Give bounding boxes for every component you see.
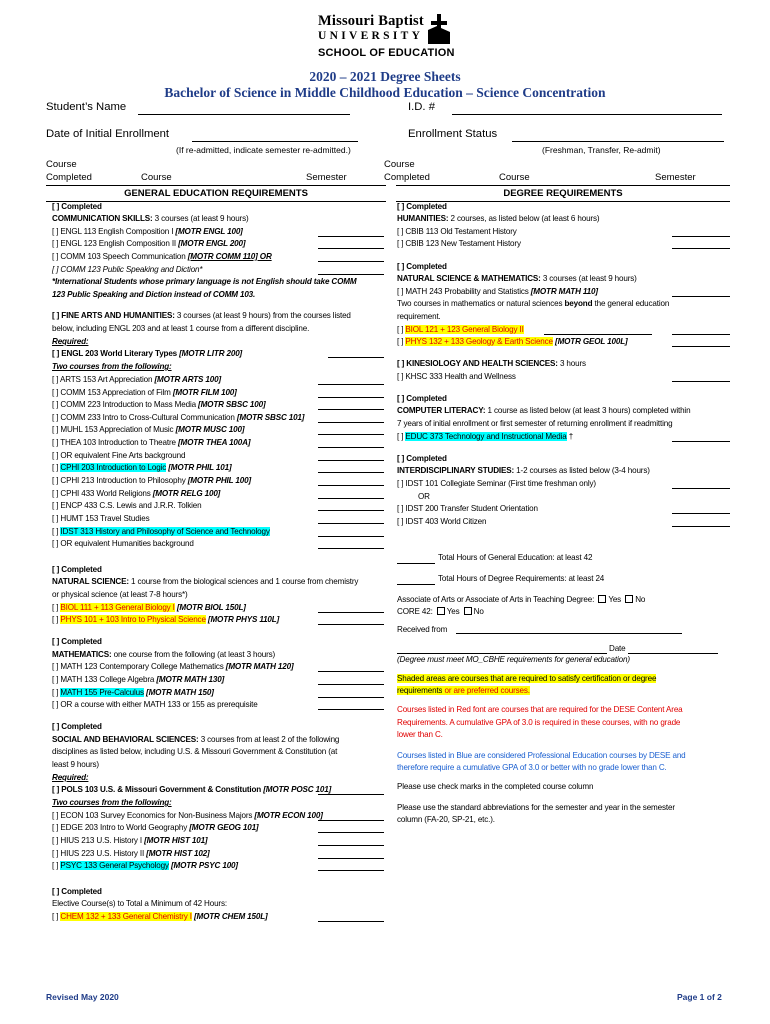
engl123-row[interactable]: [ ] ENGL 123 English Composition II [MOTR ENGL 200] xyxy=(52,239,246,248)
engl113-row[interactable]: [ ] ENGL 113 English Composition I [MOTR ENGL 100] xyxy=(52,227,243,236)
semester-line[interactable] xyxy=(328,357,384,358)
assoc-no-checkbox[interactable] xyxy=(625,595,633,603)
enrollment-date-field[interactable] xyxy=(192,141,358,142)
ss-heading: SOCIAL AND BEHAVIORAL SCIENCES: 3 courses from at least 2 of the following xyxy=(52,735,340,744)
comm103-row[interactable]: [ ] COMM 103 Speech Communication [MOTR COMM 110] OR xyxy=(52,252,272,261)
gen-ed-hours-line[interactable] xyxy=(397,563,435,564)
semester-line[interactable] xyxy=(318,274,384,275)
col-semester: Semester xyxy=(306,172,347,183)
abbr-note-2: column (FA-20, SP-21, etc.). xyxy=(397,815,495,824)
khsc333-row[interactable]: [ ] KHSC 333 Health and Wellness xyxy=(397,372,516,381)
math123-row[interactable]: [ ] MATH 123 Contemporary College Mathematics [MOTR MATH 120] xyxy=(52,662,294,671)
university-logo xyxy=(318,14,460,66)
semester-line[interactable] xyxy=(318,870,384,871)
cl-desc: 7 years of initial enrollment or first semester of returning enrollment if readmitting xyxy=(397,419,673,428)
idst101-row[interactable]: [ ] IDST 101 Collegiate Seminar (First time freshman only) xyxy=(397,479,596,488)
semester-line[interactable] xyxy=(318,697,384,698)
gen-ed-title: GENERAL EDUCATION REQUIREMENTS xyxy=(46,185,386,202)
is-or: OR xyxy=(418,492,430,501)
semester-line[interactable] xyxy=(318,498,384,499)
col-course-name: Course xyxy=(141,172,172,183)
shaded-note-2: requirements or are preferred courses. xyxy=(397,686,530,695)
semester-line[interactable] xyxy=(318,460,384,461)
semester-line[interactable] xyxy=(672,488,730,489)
math-heading: MATHEMATICS: one course from the following (at least 3 hours) xyxy=(52,650,276,659)
total-degree: Total Hours of Degree Requirements: at least 24 xyxy=(438,574,605,583)
col-semester-r: Semester xyxy=(655,172,696,183)
revised-date: Revised May 2020 xyxy=(46,992,119,1002)
biol121-row[interactable]: [ ] BIOL 121 + 123 General Biology II xyxy=(397,325,524,334)
fa-heading: [ ] FINE ARTS AND HUMANITIES: 3 courses (at least 9 hours) from the courses listed xyxy=(52,311,351,320)
page-number: Page 1 of 2 xyxy=(677,992,722,1002)
abbr-note-1: Please use the standard abbreviations for the semester and year in the semester xyxy=(397,803,675,812)
check-note: Please use check marks in the completed course column xyxy=(397,782,594,791)
col-course: Course xyxy=(46,159,77,170)
fa-required: Required: xyxy=(52,337,89,346)
comm-heading: COMMUNICATION SKILLS: 3 courses (at least 9 hours) xyxy=(52,214,249,223)
semester-line[interactable] xyxy=(318,671,384,672)
semester-line[interactable] xyxy=(318,397,384,398)
cl-heading: COMPUTER LITERACY: 1 course as listed below (at least 3 hours) completed within xyxy=(397,406,691,415)
semester-line[interactable] xyxy=(672,346,730,347)
nsm-completed[interactable]: [ ] Completed xyxy=(397,262,447,271)
hius223-row[interactable]: [ ] HIUS 223 U.S. History II [MOTR HIST 102] xyxy=(52,849,210,858)
phys101-row[interactable]: [ ] PHYS 101 + 103 Intro to Physical Science [MOTR PHYS 110L] xyxy=(52,615,280,624)
col-completed: Completed xyxy=(46,172,92,183)
cphi203-row[interactable]: [ ] CPHI 203 Introduction to Logic [MOTR PHIL 101] xyxy=(52,463,232,472)
red-note-2: Requirements. A cumulative GPA of 3.0 is required in these courses, with no grade xyxy=(397,718,681,727)
math155-row[interactable]: [ ] MATH 155 Pre-Calculus [MOTR MATH 150] xyxy=(52,688,214,697)
core42-row: CORE 42: Yes No xyxy=(397,607,484,616)
chem132-row[interactable]: [ ] CHEM 132 + 133 General Chemistry I [MOTR CHEM 150L] xyxy=(52,912,268,921)
assoc-yes-checkbox[interactable] xyxy=(598,595,606,603)
arts153-row[interactable]: [ ] ARTS 153 Art Appreciation [MOTR ARTS 100] xyxy=(52,375,221,384)
semester-line[interactable] xyxy=(318,832,384,833)
cphi213-row[interactable]: [ ] CPHI 213 Introduction to Philosophy [MOTR PHIL 100] xyxy=(52,476,251,485)
hum-heading: HUMANITIES: 2 courses, as listed below (at least 6 hours) xyxy=(397,214,600,223)
logo-name: Missouri Baptist xyxy=(318,13,424,29)
hum-completed[interactable]: [ ] Completed xyxy=(397,202,447,211)
hius213-row[interactable]: [ ] HIUS 213 U.S. History I [MOTR HIST 101] xyxy=(52,836,208,845)
semester-line[interactable] xyxy=(318,536,384,537)
col-course-name-r: Course xyxy=(499,172,530,183)
edge203-row[interactable]: [ ] EDGE 203 Intro to World Geography [MOTR GEOG 101] xyxy=(52,823,259,832)
semester-line[interactable] xyxy=(318,921,384,922)
semester-line[interactable] xyxy=(318,409,384,410)
comm233-row[interactable]: [ ] COMM 233 Intro to Cross-Cultural Communication [MOTR SBSC 101] xyxy=(52,413,305,422)
student-name-label: Student’s Name xyxy=(46,101,127,113)
ss-two-courses: Two courses from the following: xyxy=(52,798,172,807)
degree-req-title: DEGREE REQUIREMENTS xyxy=(396,185,730,202)
biol111-row[interactable]: [ ] BIOL 111 + 113 General Biology I [MOTR BIOL 150L] xyxy=(52,603,246,612)
kin-heading: [ ] KINESIOLOGY AND HEALTH SCIENCES: 3 hours xyxy=(397,359,586,368)
semester-line[interactable] xyxy=(672,334,730,335)
date-label: Date xyxy=(609,644,626,653)
received-from-label: Received from xyxy=(397,625,448,634)
red-note-3: lower than C. xyxy=(397,730,443,739)
econ103-row[interactable]: [ ] ECON 103 Survey Economics for Non-Business Majors [MOTR ECON 100] xyxy=(52,811,323,820)
semester-line[interactable] xyxy=(672,236,730,237)
semester-line[interactable] xyxy=(318,523,384,524)
semester-line[interactable] xyxy=(318,434,384,435)
semester-line[interactable] xyxy=(318,472,384,473)
semester-line[interactable] xyxy=(318,794,384,795)
encp433-row[interactable]: [ ] ENCP 433 C.S. Lewis and J.R.R. Tolkien xyxy=(52,501,202,510)
red-note-1: Courses listed in Red font are courses that are required for the DESE Content Area xyxy=(397,705,683,714)
semester-line[interactable] xyxy=(672,248,730,249)
semester-line[interactable] xyxy=(318,485,384,486)
semester-line[interactable] xyxy=(318,612,384,613)
semester-line[interactable] xyxy=(318,684,384,685)
educ373-row[interactable]: [ ] EDUC 373 Technology and Instructional Media † xyxy=(397,432,574,441)
ns-heading: NATURAL SCIENCE: 1 course from the biological sciences and 1 course from chemistry xyxy=(52,577,359,586)
muhl153-row[interactable]: [ ] MUHL 153 Appreciation of Music [MOTR MUSC 100] xyxy=(52,425,245,434)
semester-line[interactable] xyxy=(318,820,384,821)
elective-desc: Elective Course(s) to Total a Minimum of 42 Hours: xyxy=(52,899,227,908)
page-subtitle: Bachelor of Science in Middle Childhood Education – Science Concentration xyxy=(164,85,606,100)
idst403-row[interactable]: [ ] IDST 403 World Citizen xyxy=(397,517,487,526)
student-name-field[interactable] xyxy=(138,114,350,115)
ns-desc: or physical science (at least 7-8 hours*) xyxy=(52,590,188,599)
id-label: I.D. # xyxy=(408,101,435,113)
idst313-row[interactable]: [ ] IDST 313 History and Philosophy of Science and Technology xyxy=(52,527,270,536)
degree-note: (Degree must meet MO_CBHE requirements for general education) xyxy=(397,655,630,664)
phys132-row[interactable]: [ ] PHYS 132 + 133 Geology & Earth Science [MOTR GEOL 100L] xyxy=(397,337,628,346)
math243-row[interactable]: [ ] MATH 243 Probability and Statistics [MOTR MATH 110] xyxy=(397,287,598,296)
id-field[interactable] xyxy=(452,114,722,115)
semester-line[interactable] xyxy=(672,526,730,527)
semester-line[interactable] xyxy=(318,261,384,262)
humt153-row[interactable]: [ ] HUMT 153 Travel Studies xyxy=(52,514,150,523)
semester-line[interactable] xyxy=(672,513,730,514)
semester-line[interactable] xyxy=(318,709,384,710)
blue-note-2: therefore require a cumulative GPA of 3.0 or better with no grade lower than C. xyxy=(397,763,667,772)
idst200-row[interactable]: [ ] IDST 200 Transfer Student Orientation xyxy=(397,504,538,513)
col-course-r: Course xyxy=(384,159,415,170)
fa-two-courses: Two courses from the following: xyxy=(52,362,172,371)
readmit-note: (If re-admitted, indicate semester re-admitted.) xyxy=(176,145,351,155)
is-completed[interactable]: [ ] Completed xyxy=(397,454,447,463)
assoc-row: Associate of Arts or Associate of Arts in Teaching Degree: Yes No xyxy=(397,595,646,604)
semester-line[interactable] xyxy=(318,422,384,423)
shaded-note-1: Shaded areas are courses that are required to satisfy certification or degree xyxy=(397,674,657,683)
elective-completed[interactable]: [ ] Completed xyxy=(52,887,102,896)
semester-line[interactable] xyxy=(672,441,730,442)
logo-university: UNIVERSITY xyxy=(318,29,424,42)
thea103-row[interactable]: [ ] THEA 103 Introduction to Theatre [MOTR THEA 100A] xyxy=(52,438,251,447)
math133-row[interactable]: [ ] MATH 133 College Algebra [MOTR MATH 130] xyxy=(52,675,225,684)
semester-line[interactable] xyxy=(318,624,384,625)
ss-desc2: least 9 hours) xyxy=(52,760,99,769)
ss-required: Required: xyxy=(52,773,89,782)
cphi433-row[interactable]: [ ] CPHI 433 World Religions [MOTR RELG 100] xyxy=(52,489,221,498)
cross-tower-icon xyxy=(428,14,450,44)
semester-line[interactable] xyxy=(318,447,384,448)
comm123-row[interactable]: [ ] COMM 123 Public Speaking and Diction* xyxy=(52,265,203,274)
intl-note-line2: 123 Public Speaking and Diction instead of COMM 103. xyxy=(52,290,256,299)
nsm-desc2: requirement. xyxy=(397,312,441,321)
semester-line[interactable] xyxy=(318,845,384,846)
course-line[interactable] xyxy=(544,334,652,335)
received-from-field[interactable] xyxy=(456,633,682,634)
intl-note-line1: *International Students whose primary language is not English should take COMM xyxy=(52,277,357,286)
engl203-row[interactable]: [ ] ENGL 203 World Literary Types [MOTR LITR 200] xyxy=(52,349,243,358)
semester-line[interactable] xyxy=(672,296,730,297)
col-completed-r: Completed xyxy=(384,172,430,183)
status-note: (Freshman, Transfer, Re-admit) xyxy=(542,145,661,155)
cl-completed[interactable]: [ ] Completed xyxy=(397,394,447,403)
is-heading: INTERDISCIPLINARY STUDIES: 1-2 courses as listed below (3-4 hours) xyxy=(397,466,650,475)
fa-desc: below, including ENGL 203 and at least 1 course from a different discipline. xyxy=(52,324,310,333)
blue-note-1: Courses listed in Blue are considered Professional Education courses by DESE and xyxy=(397,751,686,760)
comm153-row[interactable]: [ ] COMM 153 Appreciation of Film [MOTR FILM 100] xyxy=(52,388,237,397)
page-title: 2020 – 2021 Degree Sheets xyxy=(309,69,461,84)
semester-line[interactable] xyxy=(318,236,384,237)
ns-completed[interactable]: [ ] Completed xyxy=(52,565,102,574)
core42-no-checkbox[interactable] xyxy=(464,607,472,615)
enrollment-date-label: Date of Initial Enrollment xyxy=(46,128,170,140)
logo-school: SCHOOL OF EDUCATION xyxy=(318,47,455,59)
enrollment-status-field[interactable] xyxy=(512,141,724,142)
math-completed[interactable]: [ ] Completed xyxy=(52,637,102,646)
enrollment-status-label: Enrollment Status xyxy=(408,128,498,140)
semester-line[interactable] xyxy=(672,381,730,382)
nsm-desc: Two courses in mathematics or natural sciences beyond the general education xyxy=(397,299,670,308)
nsm-heading: NATURAL SCIENCE & MATHEMATICS: 3 courses (at least 9 hours) xyxy=(397,274,637,283)
date-field[interactable] xyxy=(628,653,718,654)
math-or-row[interactable]: [ ] OR a course with either MATH 133 or 155 as prerequisite xyxy=(52,700,258,709)
core42-yes-checkbox[interactable] xyxy=(437,607,445,615)
fa-equiv-row[interactable]: [ ] OR equivalent Fine Arts background xyxy=(52,451,186,460)
total-gen-ed: Total Hours of General Education: at least 42 xyxy=(438,553,593,562)
cbib123-row[interactable]: [ ] CBIB 123 New Testament History xyxy=(397,239,521,248)
hum-equiv-row[interactable]: [ ] OR equivalent Humanities background xyxy=(52,539,194,548)
semester-line[interactable] xyxy=(318,858,384,859)
semester-line[interactable] xyxy=(318,510,384,511)
pols103-row[interactable]: [ ] POLS 103 U.S. & Missouri Government & Constitution [MOTR POSC 101] xyxy=(52,785,332,794)
semester-line[interactable] xyxy=(318,248,384,249)
semester-line[interactable] xyxy=(318,548,384,549)
comm223-row[interactable]: [ ] COMM 223 Introduction to Mass Media [MOTR SBSC 100] xyxy=(52,400,266,409)
ss-completed[interactable]: [ ] Completed xyxy=(52,722,102,731)
psyc133-row[interactable]: [ ] PSYC 133 General Psychology [MOTR PSYC 100] xyxy=(52,861,238,870)
degree-hours-line[interactable] xyxy=(397,584,435,585)
cbib113-row[interactable]: [ ] CBIB 113 Old Testament History xyxy=(397,227,517,236)
ss-desc: disciplines as listed below, including U.S. & Missouri Government & Constitution (at xyxy=(52,747,338,756)
semester-line[interactable] xyxy=(318,384,384,385)
comm-completed[interactable]: [ ] Completed xyxy=(52,202,102,211)
